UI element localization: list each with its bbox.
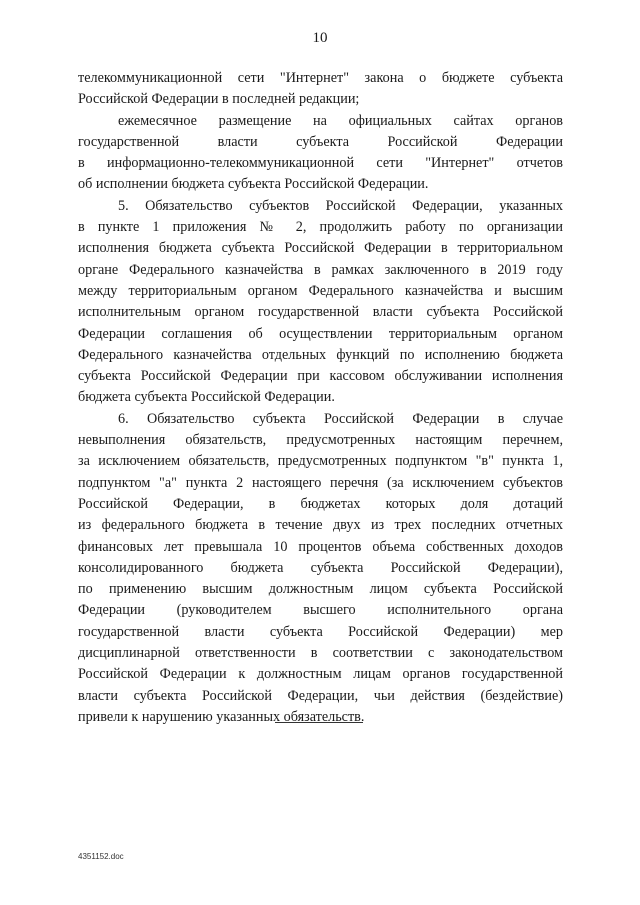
text-line: Федерации (руководителем высшего исполнительного органа [78,602,563,619]
text-line: между территориальным органом Федерального казначейства и высшим [78,282,563,299]
text-line: бюджета субъекта Российской Федерации. [78,389,335,406]
paragraph-2 [78,111,563,196]
text-line: привели к нарушению указанных обязательств. [78,708,365,725]
text-line: из федерального бюджета в течение двух из трех последних отчетных [78,517,563,534]
text-line: субъекта Российской Федерации при кассовом обслуживании исполнения [78,368,563,385]
text-line: об исполнении бюджета субъекта Российской Федерации. [78,176,429,193]
text-line: Федерации соглашения об осуществлении территориальным органом [78,325,563,342]
text-line: ежемесячное размещение на официальных сайтах органов [118,112,563,129]
text-line: государственной власти субъекта Российской Федерации [78,133,563,150]
end-separator-line [275,722,363,723]
text-line: невыполнения обязательств, предусмотренных настоящим перечнем, [78,432,563,449]
text-line: подпунктом "а" пункта 2 настоящего перечня (за исключением субъектов [78,474,563,491]
text-line: исполнения бюджета субъекта Российской Федерации в территориальном [78,240,563,257]
text-line: Российской Федерации, в бюджетах которых доля дотаций [78,495,563,512]
paragraph-1 [78,68,563,111]
text-line: за исключением обязательств, предусмотренных подпунктом "в" пункта 1, [78,453,563,470]
text-line: финансовых лет превышала 10 процентов объема собственных доходов [78,538,563,555]
text-line: в пункте 1 приложения № 2, продолжить работу по организации [78,219,563,236]
text-line: телекоммуникационной сети "Интернет" закона о бюджете субъекта [78,70,563,86]
text-line: 6. Обязательство субъекта Российской Федерации в случае [118,410,563,427]
text-line: власти субъекта Российской Федерации, чьи действия (бездействие) [78,687,563,704]
text-line: Российской Федерации в последней редакции; [78,91,360,108]
paragraph-3 [78,196,563,409]
text-line: по применению высшим должностным лицом субъекта Российской [78,581,563,598]
document-file-id: 4351152.doc [78,852,124,861]
text-line: в информационно-телекоммуникационной сети "Интернет" отчетов [78,155,563,172]
paragraph-4 [78,409,563,728]
page-number: 10 [312,30,328,46]
text-line: дисциплинарной ответственности в соответствии с законодательством [78,645,563,662]
text-line: государственной власти субъекта Российской Федерации) мер [78,623,563,640]
text-line: консолидированного бюджета субъекта Российской Федерации), [78,559,563,576]
text-line: 5. Обязательство субъектов Российской Федерации, указанных [118,197,563,214]
document-body [78,68,563,728]
text-line: исполнительным органом государственной власти субъекта Российской [78,304,563,321]
text-line: Российской Федерации к должностным лицам органов государственной [78,666,563,683]
text-line: Федерального казначейства отдельных функций по исполнению бюджета [78,346,563,363]
text-line: органе Федерального казначейства в рамках заключенного в 2019 году [78,261,563,278]
